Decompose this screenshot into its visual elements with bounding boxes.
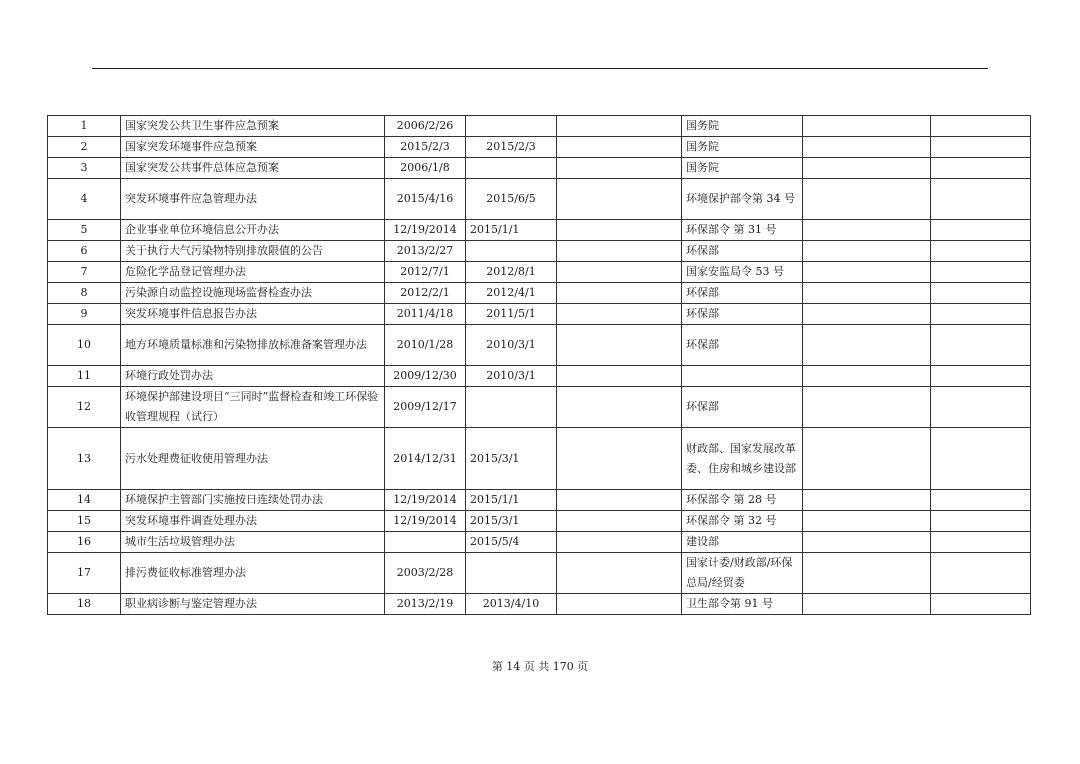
table-row [48,304,1031,325]
blank-cell [557,366,682,387]
issue-date: 12/19/2014 [385,220,466,241]
regulation-name: 排污费征收标准管理办法 [121,553,385,594]
blank-cell [557,325,682,366]
row-number: 3 [48,158,121,179]
blank-cell [803,241,931,262]
effective-date: 2011/5/1 [466,304,557,325]
blank-cell [931,304,1031,325]
table-row [48,283,1031,304]
blank-cell [557,283,682,304]
blank-cell [557,158,682,179]
blank-cell [557,387,682,428]
blank-cell [557,116,682,137]
blank-cell [931,283,1031,304]
blank-cell [931,137,1031,158]
regulation-name: 环境保护主管部门实施按日连续处罚办法 [121,490,385,511]
blank-cell [803,532,931,553]
table-row [48,220,1031,241]
blank-cell [557,553,682,594]
row-number: 9 [48,304,121,325]
issue-date: 2012/7/1 [385,262,466,283]
blank-cell [803,220,931,241]
table-row [48,262,1031,283]
issuing-authority: 环保部 [682,241,803,262]
row-number: 18 [48,594,121,615]
row-number: 11 [48,366,121,387]
table-row [48,553,1031,594]
effective-date [466,116,557,137]
blank-cell [803,137,931,158]
table-row [48,532,1031,553]
issue-date: 2006/2/26 [385,116,466,137]
blank-cell [803,179,931,220]
issuing-authority: 国家计委/财政部/环保总局/经贸委 [682,553,803,594]
regulation-name: 企业事业单位环境信息公开办法 [121,220,385,241]
blank-cell [557,532,682,553]
blank-cell [931,179,1031,220]
blank-cell [557,304,682,325]
effective-date: 2012/4/1 [466,283,557,304]
blank-cell [931,532,1031,553]
issuing-authority: 建设部 [682,532,803,553]
row-number: 5 [48,220,121,241]
blank-cell [931,553,1031,594]
blank-cell [803,304,931,325]
issuing-authority: 国务院 [682,137,803,158]
issue-date: 12/19/2014 [385,511,466,532]
header-rule [92,68,988,69]
row-number: 17 [48,553,121,594]
regulation-name: 国家突发公共卫生事件应急预案 [121,116,385,137]
regulation-name: 职业病诊断与鉴定管理办法 [121,594,385,615]
issuing-authority: 环保部 [682,387,803,428]
table-row [48,594,1031,615]
blank-cell [557,262,682,283]
regulation-name: 环境保护部建设项目“三同时”监督检查和竣工环保验收管理规程（试行） [121,387,385,428]
table-row [48,137,1031,158]
effective-date: 2015/2/3 [466,137,557,158]
row-number: 10 [48,325,121,366]
blank-cell [931,241,1031,262]
blank-cell [931,511,1031,532]
blank-cell [557,137,682,158]
table-row [48,116,1031,137]
blank-cell [557,490,682,511]
effective-date: 2012/8/1 [466,262,557,283]
regulation-name: 污染源自动监控设施现场监督检查办法 [121,283,385,304]
regulation-name: 突发环境事件信息报告办法 [121,304,385,325]
issuing-authority [682,366,803,387]
issue-date: 2015/4/16 [385,179,466,220]
row-number: 15 [48,511,121,532]
issuing-authority: 卫生部令第 91 号 [682,594,803,615]
regulation-name: 突发环境事件调查处理办法 [121,511,385,532]
issuing-authority: 国家安监局令 53 号 [682,262,803,283]
issue-date: 2010/1/28 [385,325,466,366]
regulation-name: 危险化学品登记管理办法 [121,262,385,283]
issuing-authority: 环保部 [682,304,803,325]
regulation-name: 城市生活垃圾管理办法 [121,532,385,553]
table-row [48,387,1031,428]
issuing-authority: 环境保护部令第 34 号 [682,179,803,220]
blank-cell [931,116,1031,137]
effective-date: 2015/6/5 [466,179,557,220]
blank-cell [931,262,1031,283]
blank-cell [803,490,931,511]
effective-date: 2015/1/1 [466,490,557,511]
page-footer: 第 14 页 共 170 页 [491,660,589,673]
effective-date [466,241,557,262]
blank-cell [803,428,931,490]
table-row [48,158,1031,179]
blank-cell [803,158,931,179]
issue-date: 2015/2/3 [385,137,466,158]
issuing-authority: 财政部、国家发展改革委、住房和城乡建设部 [682,428,803,490]
row-number: 13 [48,428,121,490]
regulation-name: 污水处理费征收使用管理办法 [121,428,385,490]
table-row [48,490,1031,511]
issue-date: 2009/12/30 [385,366,466,387]
blank-cell [803,387,931,428]
blank-cell [931,490,1031,511]
blank-cell [557,179,682,220]
row-number: 2 [48,137,121,158]
issue-date: 2006/1/8 [385,158,466,179]
issue-date: 2009/12/17 [385,387,466,428]
blank-cell [557,428,682,490]
row-number: 12 [48,387,121,428]
effective-date: 2015/3/1 [466,428,557,490]
effective-date: 2013/4/10 [466,594,557,615]
blank-cell [931,220,1031,241]
blank-cell [803,594,931,615]
issue-date: 2014/12/31 [385,428,466,490]
table-row [48,366,1031,387]
regulation-name: 关于执行大气污染物特别排放限值的公告 [121,241,385,262]
effective-date: 2015/5/4 [466,532,557,553]
blank-cell [931,428,1031,490]
effective-date [466,158,557,179]
effective-date: 2010/3/1 [466,325,557,366]
effective-date: 2015/1/1 [466,220,557,241]
regulation-name: 突发环境事件应急管理办法 [121,179,385,220]
issuing-authority: 环保部 [682,283,803,304]
issue-date: 2003/2/28 [385,553,466,594]
issue-date [385,532,466,553]
effective-date: 2015/3/1 [466,511,557,532]
blank-cell [803,366,931,387]
effective-date [466,553,557,594]
blank-cell [557,220,682,241]
issuing-authority: 国务院 [682,158,803,179]
regulation-name: 国家突发环境事件应急预案 [121,137,385,158]
blank-cell [557,594,682,615]
blank-cell [803,325,931,366]
regulations-table [47,115,1031,615]
table-row [48,241,1031,262]
row-number: 1 [48,116,121,137]
blank-cell [931,325,1031,366]
blank-cell [803,283,931,304]
table-row [48,325,1031,366]
issue-date: 2013/2/19 [385,594,466,615]
issuing-authority: 国务院 [682,116,803,137]
issue-date: 2012/2/1 [385,283,466,304]
table-row [48,179,1031,220]
blank-cell [803,262,931,283]
regulation-name: 国家突发公共事件总体应急预案 [121,158,385,179]
issue-date: 2011/4/18 [385,304,466,325]
effective-date [466,387,557,428]
blank-cell [803,553,931,594]
row-number: 6 [48,241,121,262]
blank-cell [803,116,931,137]
blank-cell [803,511,931,532]
blank-cell [931,594,1031,615]
issuing-authority: 环保部令 第 28 号 [682,490,803,511]
table-row [48,511,1031,532]
row-number: 4 [48,179,121,220]
row-number: 14 [48,490,121,511]
regulation-name: 环境行政处罚办法 [121,366,385,387]
issue-date: 12/19/2014 [385,490,466,511]
regulation-name: 地方环境质量标准和污染物排放标准备案管理办法 [121,325,385,366]
issuing-authority: 环保部令 第 31 号 [682,220,803,241]
blank-cell [557,241,682,262]
blank-cell [557,511,682,532]
blank-cell [931,387,1031,428]
blank-cell [931,366,1031,387]
row-number: 7 [48,262,121,283]
table-row [48,428,1031,490]
row-number: 16 [48,532,121,553]
row-number: 8 [48,283,121,304]
issuing-authority: 环保部 [682,325,803,366]
blank-cell [931,158,1031,179]
effective-date: 2010/3/1 [466,366,557,387]
issuing-authority: 环保部令 第 32 号 [682,511,803,532]
issue-date: 2013/2/27 [385,241,466,262]
